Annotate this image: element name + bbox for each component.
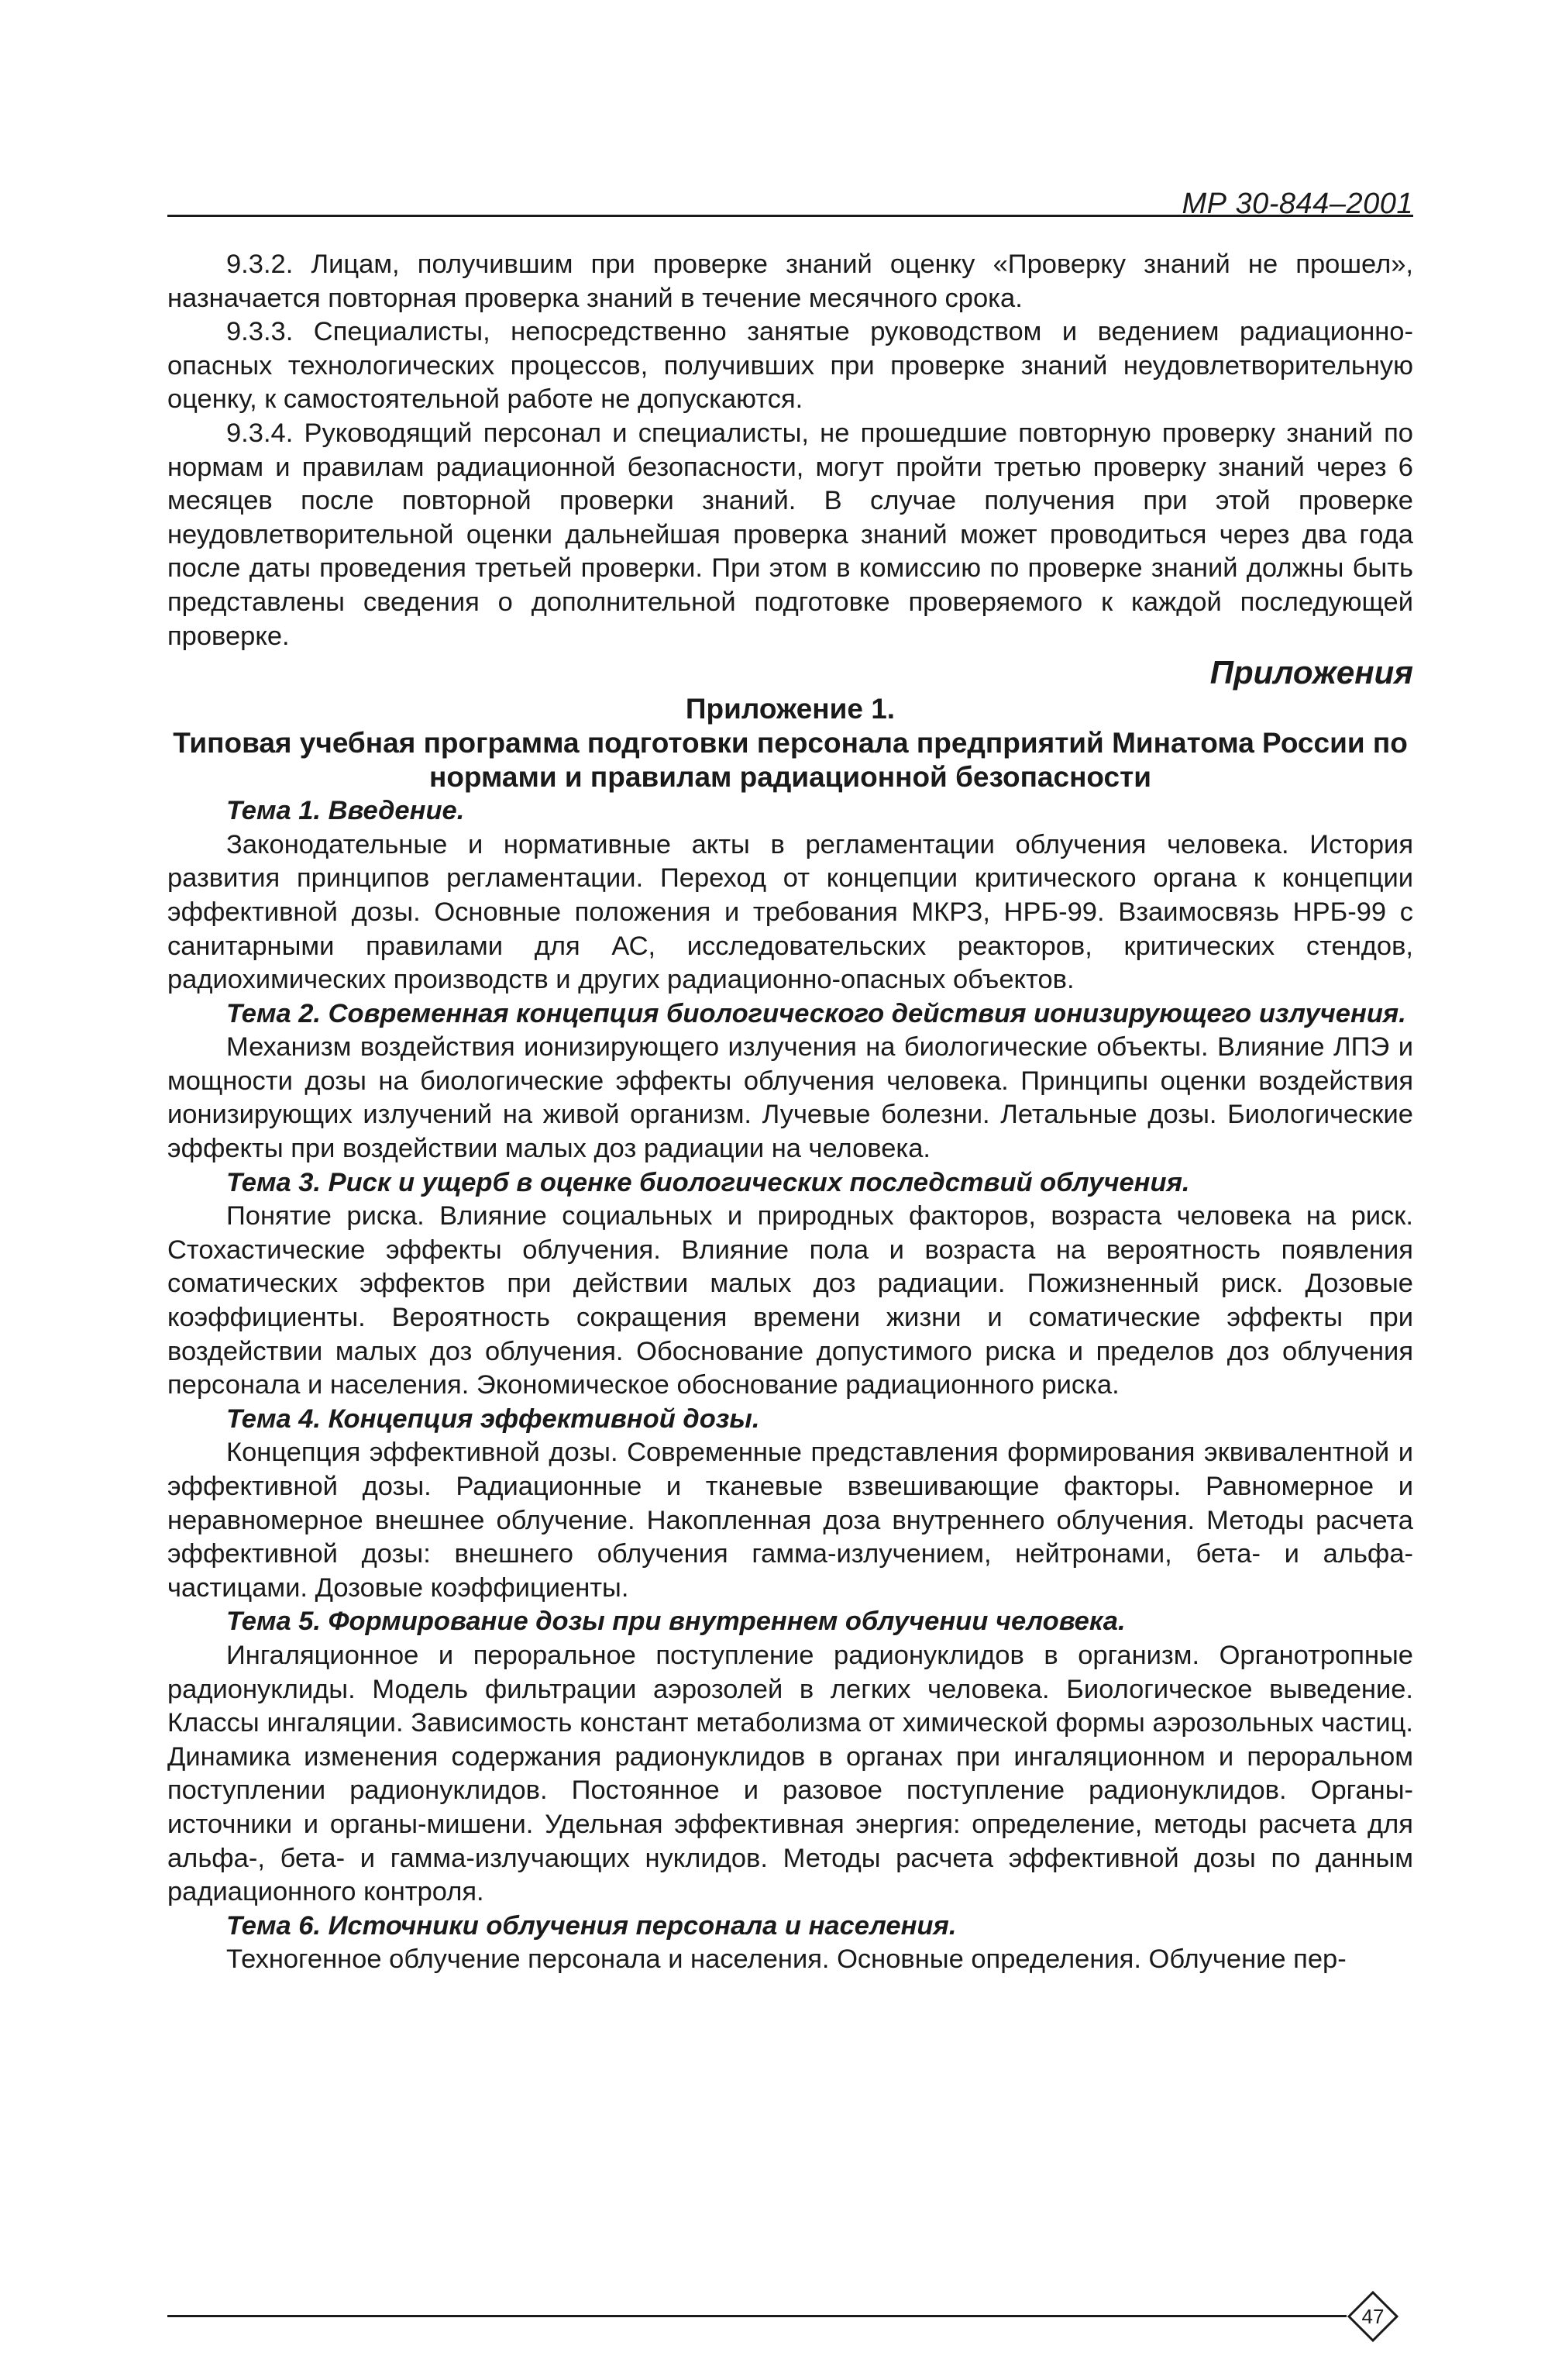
theme-2-text: Механизм воздействия ионизирующего излучения на биологические объекты. Влияние ЛПЭ и мощности дозы на биологические эффекты облучения человека. Принципы оценки воздействия ионизирующих излучений на живой организм. Лучевые болезни. Летальные дозы. Биологические эффекты при воздействии малых доз радиации на человека. xyxy=(167,1032,1413,1164)
theme-1-title: Тема 1. Введение. xyxy=(226,796,465,826)
theme-4-title: Тема 4. Концепция эффективной дозы. xyxy=(226,1404,760,1434)
paragraph-9-3-4: 9.3.4. Руководящий персонал и специалисты, не прошедшие повторную проверку знаний по нормам и правилам радиационной безопасности, могут пройти третью проверку знаний через 6 месяцев после повторной проверки знаний. В случае получения при этой проверке неудовлетворительной оценки дальнейшая проверка знаний может проводиться через два года после даты проведения третьей проверки. При этом в комиссию по проверке знаний должны быть представлены сведения о дополнительной подготовке проверяемого к каждой последующей проверке. xyxy=(167,418,1413,651)
theme-6-text: Техногенное облучение персонала и населения. Основные определения. Облучение пер- xyxy=(226,1944,1347,1975)
theme-3-text: Понятие риска. Влияние социальных и природных факторов, возраста человека на риск. Стохастические эффекты облучения. Влияние пола и возраста на вероятность появления соматических эффектов при действии малых доз радиации. Пожизненный риск. Дозовые коэффициенты. Вероятность сокращения времени жизни и соматические эффекты при воздействии малых доз облучения. Обоснование допустимого риска и пределов доз облучения персонала и населения. Экономическое обоснование радиационного риска. xyxy=(167,1201,1413,1400)
theme-1-text: Законодательные и нормативные акты в регламентации облучения человека. История развития принципов регламентации. Переход от концепции критического органа к концепции эффективной дозы. Основные положения и требования МКРЗ, НРБ-99. Взаимосвязь НРБ-99 с санитарными правилами для АС, исследовательских реакторов, критических стендов, радиохимических производств и других радиационно-опасных объектов. xyxy=(167,829,1413,995)
document-code: МР 30-844–2001 xyxy=(1182,188,1413,220)
appendices-heading: Приложения xyxy=(1209,654,1413,691)
appendix-1-title: Приложение 1. xyxy=(685,693,896,725)
header-rule xyxy=(167,215,1413,217)
theme-2-title: Тема 2. Современная концепция биологического действия ионизирующего излучения. xyxy=(226,998,1406,1028)
document-page xyxy=(167,174,1413,2360)
theme-3-title: Тема 3. Риск и ущерб в оценке биологических последствий облучения. xyxy=(226,1167,1190,1197)
theme-5-title: Тема 5. Формирование дозы при внутреннем облучении человека. xyxy=(226,1607,1126,1637)
page-number-badge xyxy=(1347,2290,1399,2343)
theme-4-text: Концепция эффективной дозы. Современные представления формирования эквивалентной и эффективной дозы. Радиационные и тканевые взвешивающие факторы. Равномерное и неравномерное внешнее облучение. Накопленная доза внутреннего облучения. Методы расчета эффективной дозы: внешнего облучения гамма-излучением, нейтронами, бета- и альфа-частицами. Дозовые коэффициенты. xyxy=(167,1438,1413,1603)
paragraph-9-3-2: 9.3.2. Лицам, получившим при проверке знаний оценку «Проверку знаний не прошел», назначается повторная проверка знаний в течение месячного срока. xyxy=(167,250,1413,313)
paragraph-9-3-3: 9.3.3. Специалисты, непосредственно занятые руководством и ведением радиационноопасных технологических процессов, получивших при проверке знаний неудовлетворительную оценку, к самостоятельной работе не допускаются. xyxy=(167,317,1413,415)
page-content xyxy=(167,248,1413,1977)
page-number: 47 xyxy=(1361,2305,1385,2328)
appendix-1-subtitle: Типовая учебная программа подготовки персонала предприятий Минатома России по нормами и правилам радиационной безопасности xyxy=(173,727,1408,794)
footer-rule xyxy=(167,2315,1347,2317)
theme-5-text: Ингаляционное и пероральное поступление радионуклидов в организм. Органотропные радионуклиды. Модель фильтрации аэрозолей в легких человека. Биологическое выведение. Классы ингаляции. Зависимость констант метаболизма от химической формы аэрозольных частиц. Динамика изменения содержания радионуклидов в органах при ингаляционном и пероральном поступлении радионуклидов. Постоянное и разовое поступление радионуклидов. Органы-источники и органы-мишени. Удельная эффективная энергия: определение, методы расчета для альфа-, бета- и гамма-излучающих нуклидов. Методы расчета эффективной дозы по данным радиационного контроля. xyxy=(167,1640,1413,1907)
theme-6-title: Тема 6. Источники облучения персонала и населения. xyxy=(226,1910,957,1941)
